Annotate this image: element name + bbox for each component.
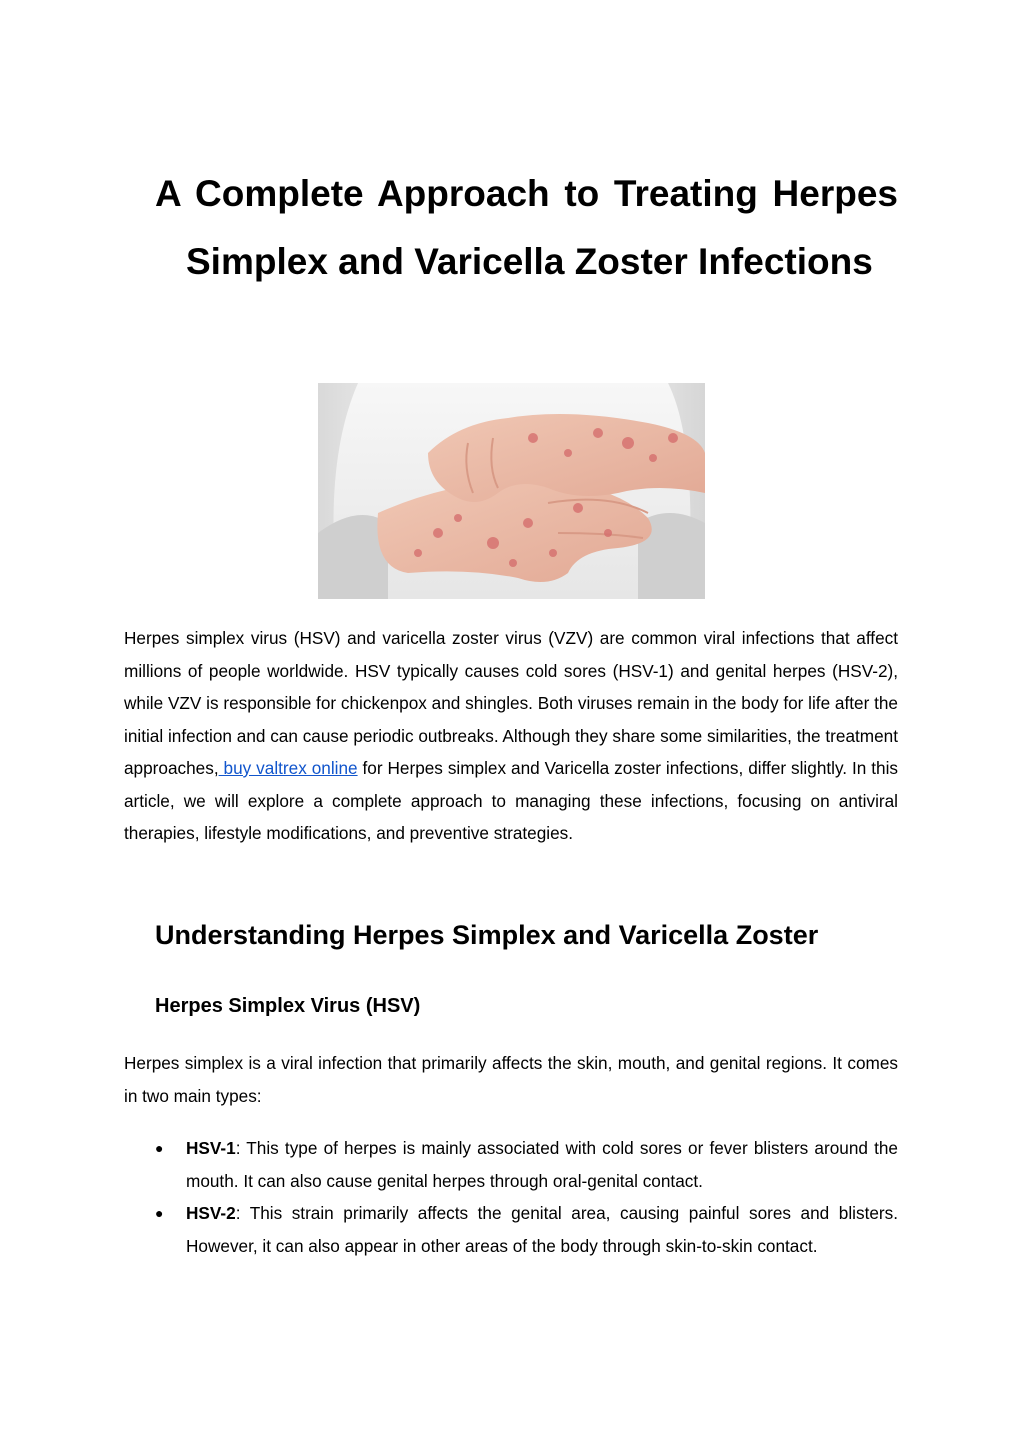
list-item-text: : This type of herpes is mainly associated with cold sores or fever blisters around the mouth. It can also cause genital herpes through oral-genital contact. <box>186 1138 898 1191</box>
document-title: A Complete Approach to Treating Herpes Simplex and Varicella Zoster Infections <box>155 173 898 282</box>
intro-text-before-link: Herpes simplex virus (HSV) and varicella zoster virus (VZV) are common viral infections that affect millions of people worldwide. HSV typically causes cold sores (HSV-1) and genital herpes (HSV-2), while VZV is responsible for chickenpox and shingles. Both viruses remain in the body for life after the initial infection and can cause periodic outbreaks. Although they share some similarities, the treatment approaches, <box>124 628 898 778</box>
list-item-term: HSV-2 <box>186 1203 236 1223</box>
subsection-intro-paragraph: Herpes simplex is a viral infection that primarily affects the skin, mouth, and genital regions. It comes in two main types: <box>124 1053 898 1106</box>
bullet-icon: ● <box>155 1140 164 1156</box>
hsv-types-list <box>155 1132 898 1262</box>
hero-image <box>318 383 705 599</box>
buy-valtrex-link[interactable]: buy valtrex online <box>218 758 358 778</box>
subsection-heading: Herpes Simplex Virus (HSV) <box>155 995 421 1017</box>
intro-text-after-link: for Herpes simplex and Varicella zoster infections, differ slightly. In this article, we will explore a complete approach to managing these infections, focusing on antiviral therapies, lifestyle modifications, and preventive strategies. <box>124 758 898 843</box>
list-item-text: : This strain primarily affects the genital area, causing painful sores and blisters. However, it can also appear in other areas of the body through skin-to-skin contact. <box>186 1203 898 1256</box>
list-item <box>155 1132 898 1197</box>
list-item-term: HSV-1 <box>186 1138 236 1158</box>
intro-paragraph <box>124 622 898 850</box>
section-heading: Understanding Herpes Simplex and Varicella Zoster <box>155 920 819 950</box>
hands-rash-illustration <box>318 383 705 599</box>
list-item <box>155 1197 898 1262</box>
bullet-icon: ● <box>155 1205 164 1221</box>
